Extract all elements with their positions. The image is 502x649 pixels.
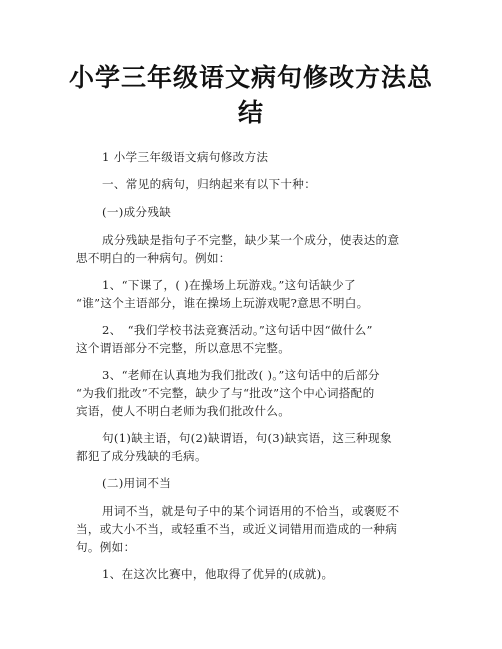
example-line: 3、“老师在认真地为我们批改( )。”这句话中的后部分 <box>102 368 380 382</box>
example-line: “谁”这个主语部分，谁在操场上玩游戏呢?意思不明白。 <box>76 296 369 310</box>
paragraph-line: 句。例如： <box>76 540 136 554</box>
section-heading: 1 小学三年级语文病句修改方法 <box>102 150 269 164</box>
subheading-incomplete-components: (一)成分残缺 <box>102 205 172 219</box>
paragraph-line: 用词不当，就是句子中的某个词语用的不恰当，或褒贬不 <box>102 504 400 518</box>
paragraph-line: 都犯了成分残缺的毛病。 <box>76 449 207 463</box>
example-line: “为我们批改”不完整，缺少了与“批改”这个中心词搭配的 <box>76 386 375 400</box>
document-title-line-1: 小学三年级语文病句修改方法总 <box>68 63 433 92</box>
example-line: 1、“下课了，( )在操场上玩游戏。”这句话缺少了 <box>102 278 356 292</box>
paragraph-line: 当，或大小不当，或轻重不当，或近义词错用而造成的一种病 <box>76 522 398 536</box>
example-line: 2、 “我们学校书法竞赛活动。”这句话中因“做什么” <box>102 323 373 337</box>
paragraph-line: 句(1)缺主语，句(2)缺谓语，句(3)缺宾语，这三种现象 <box>102 431 392 445</box>
example-line: 1、在这次比赛中，他取得了优异的(成就)。 <box>102 567 334 581</box>
example-line: 宾语，使人不明白老师为我们批改什么。 <box>76 404 291 418</box>
subheading-improper-word-use: (二)用词不当 <box>102 476 172 490</box>
paragraph-intro: 一、常见的病句，归纳起来有以下十种： <box>102 177 317 191</box>
document-title-line-2: 结 <box>237 98 264 127</box>
paragraph-line: 成分残缺是指句子不完整，缺少某一个成分，使表达的意 <box>102 233 400 247</box>
example-line: 这个谓语部分不完整，所以意思不完整。 <box>76 341 291 355</box>
paragraph-line: 思不明白的一种病句。例如： <box>76 251 231 265</box>
